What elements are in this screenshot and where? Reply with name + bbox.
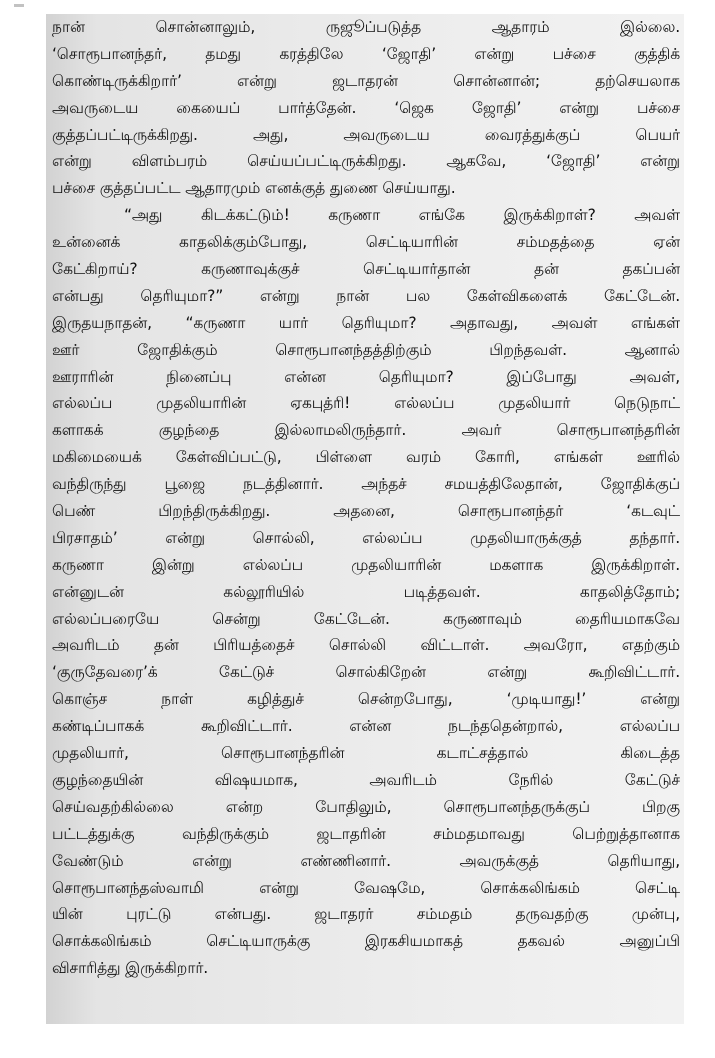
text-line: “அது கிடக்கட்டும்! கருணா எங்கே இருக்கிறாள்? அவள் — [124, 206, 680, 225]
text-line: அவரிடம் தன் பிரியத்தைச் சொல்லி விட்டாள். அவரோ, எதற்கும் — [52, 636, 680, 655]
text-line: குழந்தையின் விஷயமாக, அவரிடம் நேரில் கேட்டுச் — [52, 770, 680, 789]
text-line: சொரூபானந்தஸ்வாமி என்று வேஷமே, சொக்கலிங்கம் செட்டி — [52, 878, 680, 897]
text-line: என்னுடன் கல்லூரியில் படித்தவள். காதலித்தோம்; — [52, 582, 680, 601]
text-line: குத்தப்பட்டிருக்கிறது. அது, அவருடைய வைரத்துக்குப் பெயர் — [52, 125, 680, 144]
paragraph-list — [52, 14, 680, 982]
text-line: ஊர் ஜோதிக்கும் சொரூபானந்தத்திற்கும் பிறந்தவள். ஆனால் — [52, 340, 680, 359]
text-line: விசாரித்து இருக்கிறார். — [52, 959, 209, 978]
paragraph — [52, 202, 680, 982]
text-line: களாகக் குழந்தை இல்லாமலிருந்தார். அவர் சொரூபானந்தரின் — [52, 421, 680, 440]
text-line: பச்சை குத்தப்பட்ட ஆதாரமும் எனக்குத் துணை செய்யாது. — [52, 179, 456, 198]
text-line: யின் புரட்டு என்பது. ஜடாதரர் சம்மதம் தருவதற்கு முன்பு, — [52, 905, 680, 924]
text-line: வந்திருந்து பூஜை நடத்தினார். அந்தச் சமயத்திலேதான், ஜோதிக்குப் — [52, 475, 680, 494]
text-line: உன்னைக் காதலிக்கும்போது, செட்டியாரின் சம்மதத்தை ஏன் — [52, 233, 680, 252]
text-line: கண்டிப்பாகக் கூறிவிட்டார். என்ன நடந்ததென்றால், எல்லப்ப — [52, 717, 680, 736]
text-line: எல்லப்ப முதலியாரின் ஏகபுத்ரி! எல்லப்ப முதலியார் நெடுநாட் — [52, 394, 680, 413]
page-margin — [0, 0, 44, 1058]
text-line: இருதயநாதன், “கருணா யார் தெரியுமா? அதாவது, அவள் எங்கள் — [52, 313, 680, 332]
text-line: ‘குருதேவரை’க் கேட்டுச் சொல்கிறேன் என்று கூறிவிட்டார். — [52, 663, 680, 682]
paragraph — [52, 14, 680, 202]
text-line: பட்டத்துக்கு வந்திருக்கும் ஜடாதரின் சம்மதமாவது பெற்றுத்தானாக — [52, 824, 680, 843]
text-line: ஊராரின் நினைப்பு என்ன தெரியுமா? இப்போது அவள், — [52, 367, 680, 386]
text-line: கொண்டிருக்கிறார்’ என்று ஜடாதரன் சொன்னான்; தற்செயலாக — [52, 71, 680, 90]
text-line: பெண் பிறந்திருக்கிறது. அதனை, சொரூபானந்தர் ‘கடவுட் — [52, 502, 680, 521]
text-line: கேட்கிறாய்? கருணாவுக்குச் செட்டியார்தான் தன் தகப்பன் — [52, 260, 680, 279]
text-line: ‘சொரூபானந்தர், தமது கரத்திலே ‘ஜோதி’ என்று பச்சை குத்திக் — [52, 44, 680, 63]
scan-speck — [14, 4, 24, 7]
text-line: சொக்கலிங்கம் செட்டியாருக்கு இரகசியமாகத் தகவல் அனுப்பி — [52, 932, 680, 951]
text-line: என்பது தெரியுமா?” என்று நான் பல கேள்விகளைக் கேட்டேன். — [52, 286, 680, 305]
text-line: நான் சொன்னாலும், ருஜூப்படுத்த ஆதாரம் இல்லை. — [52, 18, 680, 36]
body-text-block — [46, 14, 684, 1024]
text-line: செய்வதற்கில்லை என்ற போதிலும், சொரூபானந்தருக்குப் பிறகு — [52, 797, 680, 816]
text-line: கொஞ்ச நாள் கழித்துச் சென்றபோது, ‘முடியாது!’ என்று — [52, 690, 680, 709]
text-line: வேண்டும் என்று எண்ணினார். அவருக்குத் தெரியாது, — [52, 851, 680, 870]
text-line: பிரசாதம்’ என்று சொல்லி, எல்லப்ப முதலியாருக்குத் தந்தார். — [52, 528, 680, 547]
text-line: முதலியார், சொரூபானந்தரின் கடாட்சத்தால் கிடைத்த — [52, 744, 680, 763]
text-line: மகிமையைக் கேள்விப்பட்டு, பிள்ளை வரம் கோரி, எங்கள் ஊரில் — [52, 448, 680, 467]
text-line: அவருடைய கையைப் பார்த்தேன். ‘ஜெக ஜோதி’ என்று பச்சை — [52, 98, 680, 117]
text-line: கருணா இன்று எல்லப்ப முதலியாரின் மகளாக இருக்கிறாள். — [52, 555, 680, 574]
text-line: எல்லப்பரையே சென்று கேட்டேன். கருணாவும் தைரியமாகவே — [52, 609, 680, 628]
text-line: என்று விளம்பரம் செய்யப்பட்டிருக்கிறது. ஆகவே, ‘ஜோதி’ என்று — [52, 152, 680, 171]
